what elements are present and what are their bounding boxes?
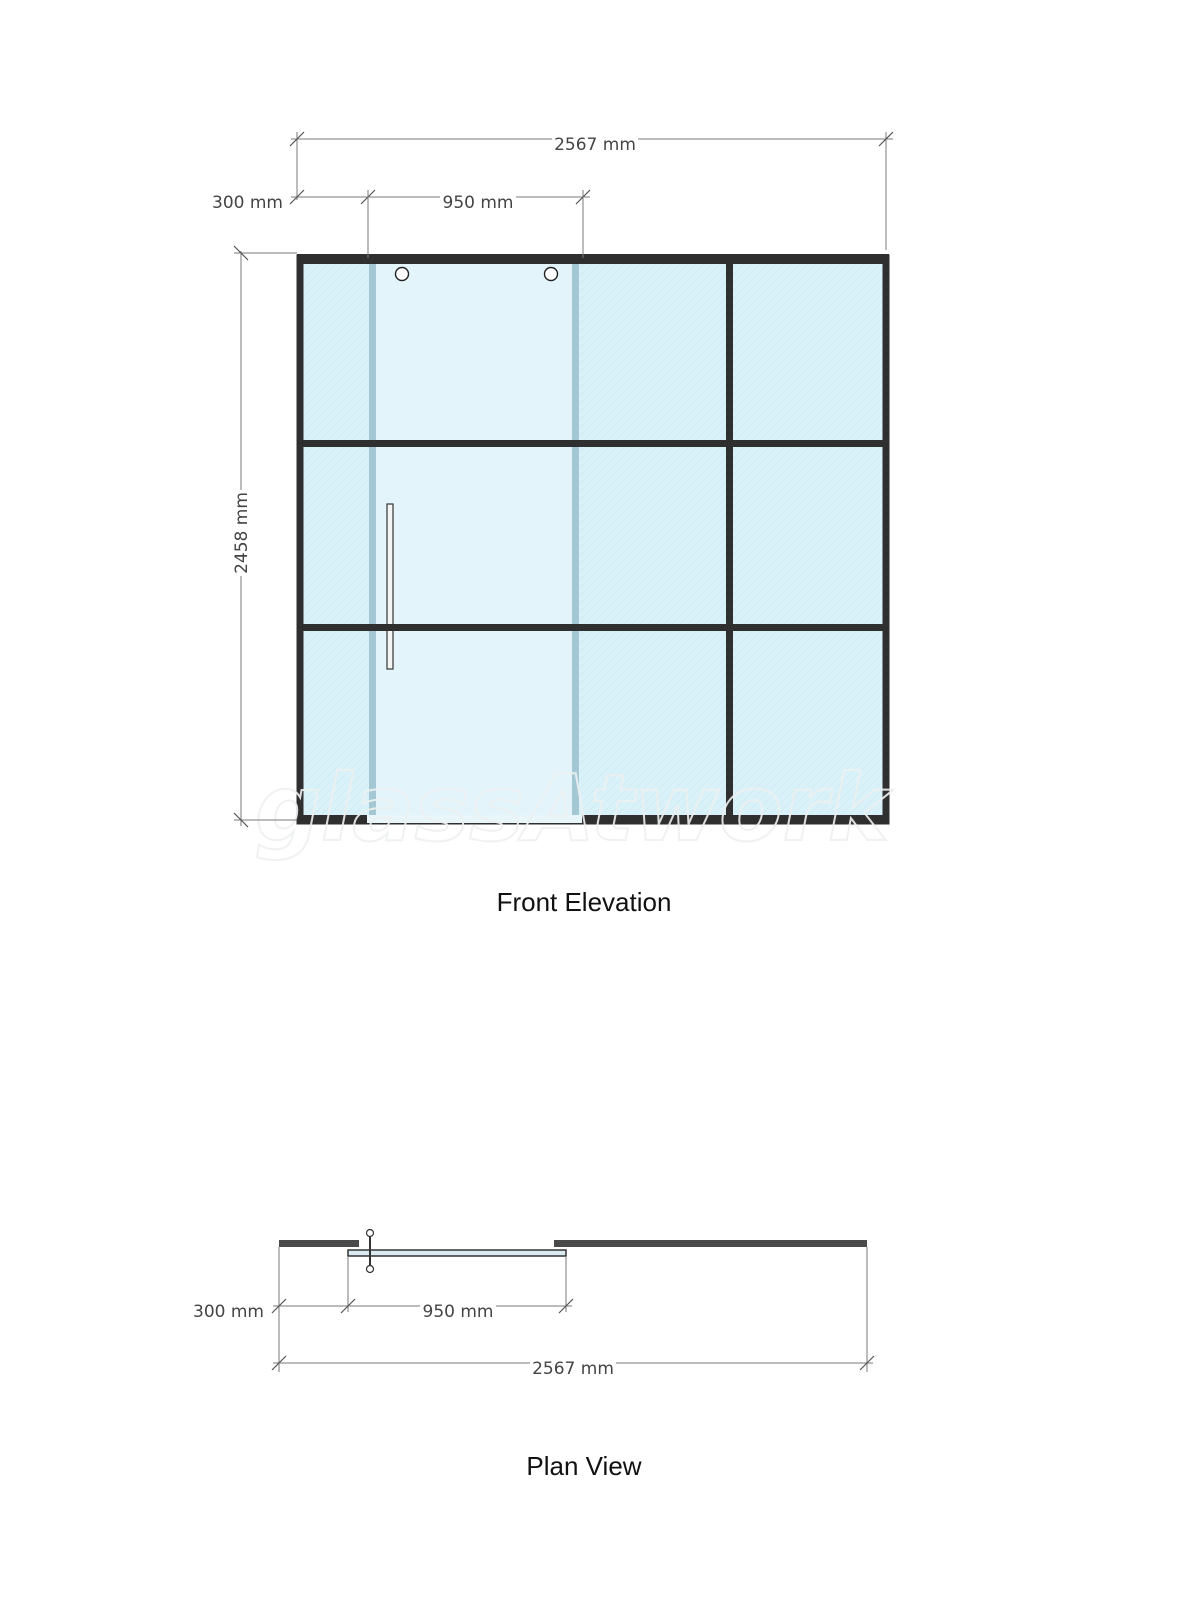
front-elevation-caption: Front Elevation — [496, 887, 672, 917]
dim-door-width-label: 950 mm — [442, 193, 514, 213]
plan-handle-top — [367, 1230, 374, 1237]
dimension-door-width — [368, 188, 590, 258]
transom-upper — [300, 440, 886, 447]
roller-left — [396, 268, 409, 281]
door-left-edge — [369, 262, 376, 820]
transom-lower — [300, 624, 886, 631]
mullion-vertical — [726, 258, 733, 821]
dim-side-panel-label: 300 mm — [212, 193, 283, 213]
dimension-total-width — [290, 130, 893, 250]
door-handle — [387, 504, 393, 669]
plan-dim-door-width-label: 950 mm — [422, 1302, 494, 1322]
door-right-edge — [572, 262, 579, 820]
plan-handle-bottom — [367, 1266, 374, 1273]
plan-fixed-right — [554, 1240, 867, 1247]
plan-dim-side-panel-label: 300 mm — [193, 1302, 264, 1322]
plan-view — [193, 1230, 874, 1482]
sliding-door-glass — [370, 262, 578, 820]
plan-dimension-row — [193, 1297, 573, 1322]
top-frame-bar — [297, 254, 889, 264]
dimension-height — [231, 246, 297, 827]
plan-sliding-door — [348, 1250, 566, 1256]
roller-right — [545, 268, 558, 281]
plan-fixed-left — [279, 1240, 359, 1247]
plan-dimension-total — [272, 1354, 874, 1379]
plan-view-caption: Plan View — [526, 1451, 642, 1481]
watermark: glassAtwork — [255, 755, 889, 862]
dim-height-label: 2458 mm — [232, 492, 252, 574]
front-elevation — [212, 130, 894, 917]
dim-total-width-label: 2567 mm — [554, 135, 636, 155]
plan-dim-total-width-label: 2567 mm — [532, 1359, 614, 1379]
